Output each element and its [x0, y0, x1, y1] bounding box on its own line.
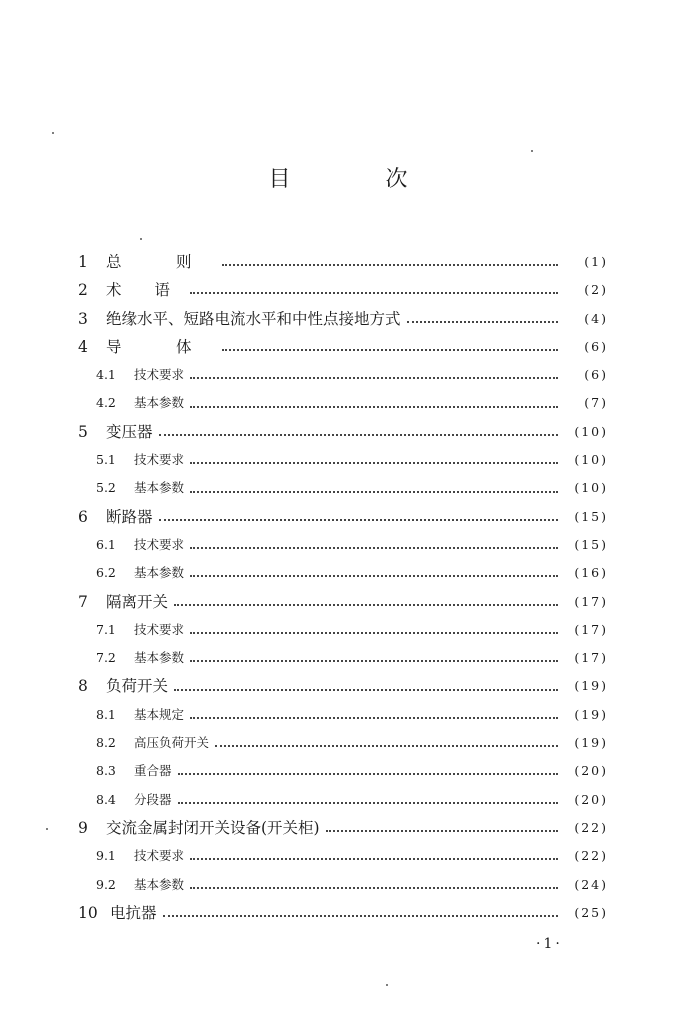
entry-number: 8.2 — [96, 735, 116, 751]
entry-number: 4.1 — [96, 367, 116, 383]
toc-title: 目 次 — [268, 167, 452, 192]
entry-label: 技术要求 — [134, 536, 185, 552]
dot-leader — [215, 745, 558, 747]
entry-number: 3 — [78, 309, 88, 328]
entry-label: 技术要求 — [134, 452, 185, 468]
dot-leader — [190, 858, 558, 860]
entry-page: (20) — [574, 791, 608, 807]
entry-page: (1) — [584, 254, 608, 269]
entry-label: 交流金属封闭开关设备(开关柜) — [106, 818, 320, 837]
entry-label: 分段器 — [134, 791, 172, 807]
dot-leader — [163, 915, 558, 917]
entry-number: 9.1 — [96, 848, 116, 864]
dot-leader — [190, 887, 558, 889]
entry-number: 9 — [78, 818, 88, 837]
entry-label: 负荷开关 — [106, 677, 169, 696]
entry-number: 6.2 — [96, 565, 116, 581]
dot-leader — [159, 434, 558, 436]
entry-label: 隔离开关 — [106, 592, 169, 611]
entry-page: (19) — [574, 706, 608, 722]
entry-number: 5 — [78, 422, 88, 441]
scan-speck — [386, 984, 388, 986]
toc-entry[interactable] — [78, 701, 608, 729]
entry-number: 6 — [78, 507, 88, 526]
entry-label: 基本参数 — [134, 395, 185, 411]
entry-page: (17) — [574, 650, 608, 666]
entry-number: 5.2 — [96, 480, 116, 496]
scan-speck — [46, 828, 48, 830]
entry-label: 技术要求 — [134, 367, 185, 383]
entry-number: 4.2 — [96, 395, 116, 411]
entry-page: (25) — [574, 904, 608, 920]
scan-speck — [140, 238, 142, 240]
table-of-contents — [78, 248, 608, 927]
entry-page: (10) — [574, 480, 608, 496]
entry-label: 变压器 — [106, 422, 153, 441]
dot-leader — [178, 802, 558, 804]
dot-leader — [190, 491, 558, 493]
dot-leader — [326, 830, 558, 832]
entry-number: 8.1 — [96, 706, 116, 722]
entry-page: (15) — [574, 508, 608, 524]
entry-page: (19) — [574, 678, 608, 694]
entry-label: 术 语 — [106, 281, 184, 300]
entry-label: 基本参数 — [134, 480, 185, 496]
entry-page: (15) — [574, 536, 608, 552]
entry-page: (16) — [574, 565, 608, 581]
dot-leader — [190, 717, 558, 719]
toc-entry[interactable] — [78, 333, 608, 361]
toc-entry[interactable] — [78, 644, 608, 672]
toc-entry[interactable] — [78, 559, 608, 587]
entry-label: 导 体 — [106, 337, 217, 356]
toc-entry[interactable] — [78, 389, 608, 417]
entry-label: 绝缘水平、短路电流水平和中性点接地方式 — [106, 309, 401, 328]
toc-entry[interactable] — [78, 814, 608, 842]
entry-label: 电抗器 — [110, 903, 157, 922]
entry-label: 断路器 — [106, 507, 153, 526]
toc-entry[interactable] — [78, 871, 608, 899]
toc-entry[interactable] — [78, 446, 608, 474]
entry-number: 10 — [78, 903, 98, 922]
entry-page: (6) — [584, 367, 608, 383]
entry-number: 1 — [78, 253, 88, 271]
entry-number: 7.1 — [96, 621, 116, 637]
dot-leader — [190, 575, 558, 577]
entry-page: (2) — [584, 282, 608, 298]
entry-label: 高压负荷开关 — [134, 735, 210, 751]
entry-page: (17) — [574, 593, 608, 609]
entry-page: (24) — [574, 876, 608, 892]
dot-leader — [190, 632, 558, 634]
entry-page: (19) — [574, 735, 608, 751]
entry-label: 重合器 — [134, 763, 172, 779]
entry-page: (17) — [574, 621, 608, 637]
entry-page: (4) — [584, 310, 608, 326]
entry-label: 总 则 — [106, 253, 217, 271]
entry-label: 基本参数 — [134, 650, 185, 666]
toc-entry[interactable] — [78, 305, 608, 333]
toc-entry[interactable] — [78, 729, 608, 757]
toc-entry[interactable] — [78, 786, 608, 814]
entry-number: 7.2 — [96, 650, 116, 666]
dot-leader — [407, 321, 558, 323]
toc-entry[interactable] — [78, 276, 608, 304]
entry-label: 技术要求 — [134, 621, 185, 637]
entry-number: 8 — [78, 677, 88, 696]
toc-entry[interactable] — [78, 757, 608, 785]
entry-number: 8.3 — [96, 763, 116, 779]
scan-speck — [531, 150, 533, 152]
dot-leader — [190, 406, 558, 408]
dot-leader — [190, 462, 558, 464]
dot-leader — [222, 264, 558, 266]
entry-page: (20) — [574, 763, 608, 779]
toc-entry[interactable] — [78, 418, 608, 446]
entry-number: 7 — [78, 592, 88, 611]
entry-number: 4 — [78, 337, 88, 356]
entry-label: 技术要求 — [134, 848, 185, 864]
scan-speck — [52, 132, 54, 134]
dot-leader — [174, 689, 558, 691]
entry-page: (22) — [574, 848, 608, 864]
entry-page: (10) — [574, 452, 608, 468]
entry-page: (22) — [574, 819, 608, 835]
toc-entry[interactable] — [78, 248, 608, 276]
page-number: ·1· — [536, 936, 563, 952]
toc-entry[interactable] — [78, 474, 608, 502]
entry-page: (10) — [574, 423, 608, 439]
dot-leader — [159, 519, 558, 521]
dot-leader — [174, 604, 558, 606]
dot-leader — [190, 547, 558, 549]
toc-entry[interactable] — [78, 616, 608, 644]
dot-leader — [190, 660, 558, 662]
entry-number: 2 — [78, 281, 88, 300]
toc-entry[interactable] — [78, 361, 608, 389]
dot-leader — [222, 349, 558, 351]
entry-page: (6) — [584, 338, 608, 354]
entry-number: 9.2 — [96, 876, 116, 892]
toc-entry[interactable] — [78, 899, 608, 927]
entry-label: 基本参数 — [134, 565, 185, 581]
entry-number: 5.1 — [96, 452, 116, 468]
dot-leader — [190, 377, 558, 379]
toc-entry[interactable] — [78, 503, 608, 531]
entry-label: 基本参数 — [134, 876, 185, 892]
entry-page: (7) — [584, 395, 608, 411]
entry-number: 6.1 — [96, 536, 116, 552]
toc-entry[interactable] — [78, 588, 608, 616]
toc-entry[interactable] — [78, 531, 608, 559]
entry-number: 8.4 — [96, 791, 116, 807]
toc-entry[interactable] — [78, 842, 608, 870]
dot-leader — [178, 773, 558, 775]
toc-entry[interactable] — [78, 672, 608, 700]
entry-label: 基本规定 — [134, 706, 185, 722]
dot-leader — [190, 292, 558, 294]
